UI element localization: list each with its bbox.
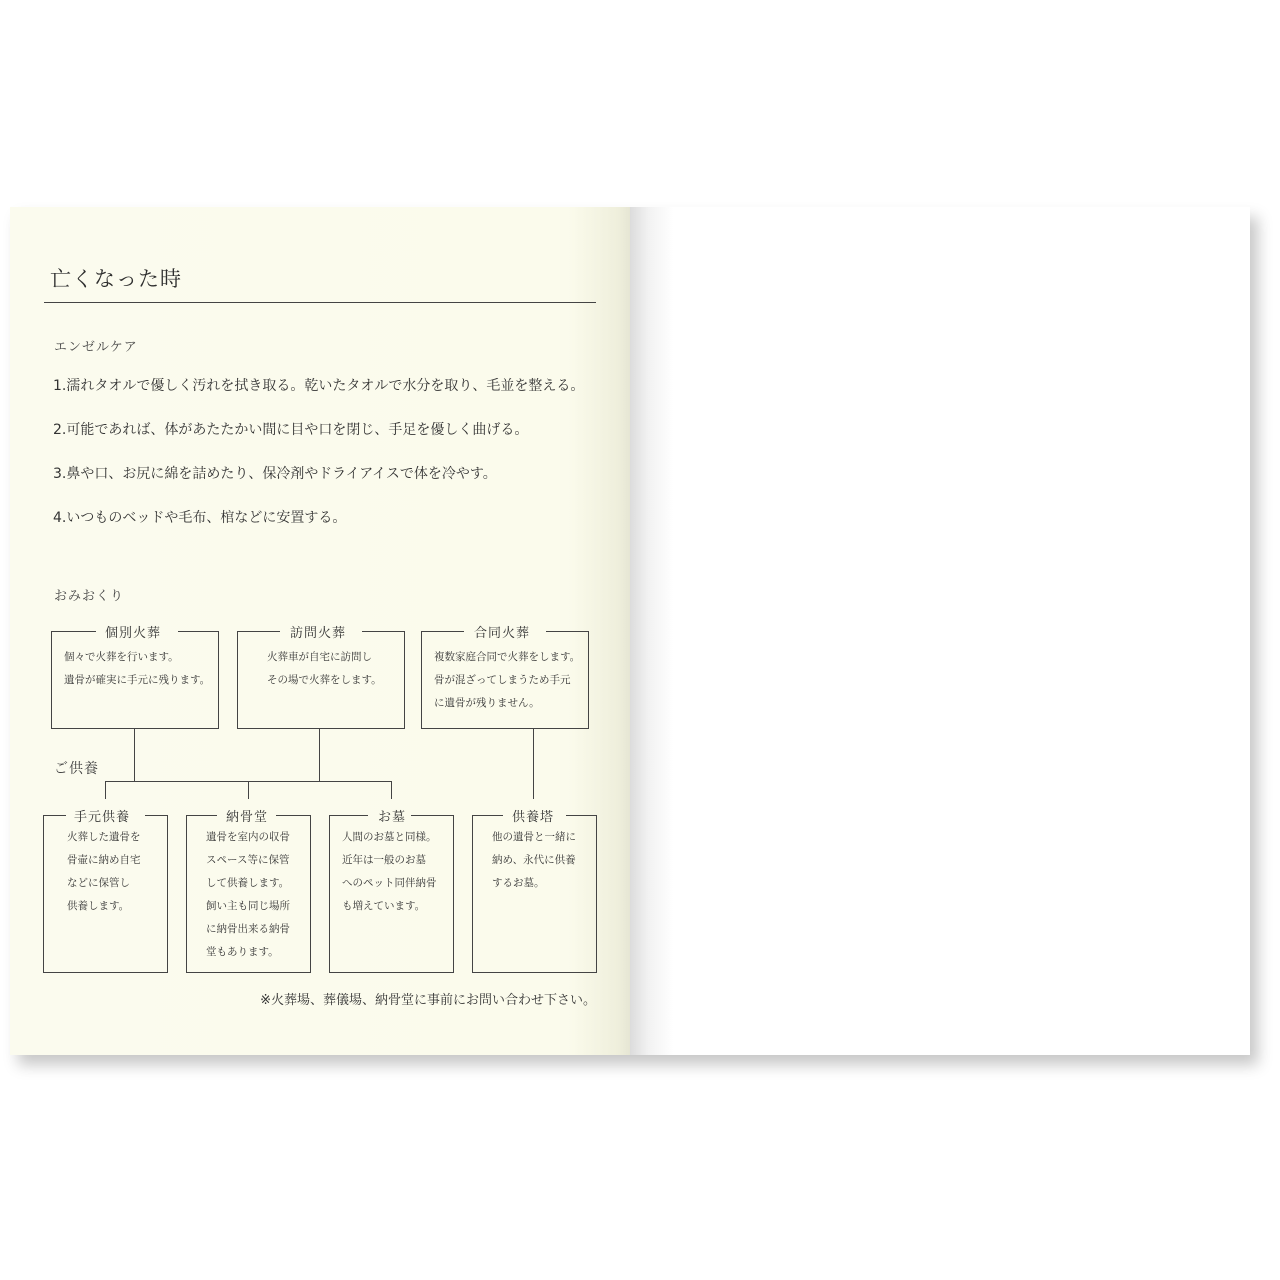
memorial-box-temoto bbox=[43, 810, 168, 973]
angel-care-step-3: 3.鼻や口、お尻に綿を詰めたり、保冷剤やドライアイスで体を冷やす。 bbox=[53, 466, 497, 482]
cremation-text-joint: 複数家庭合同で火葬をします。 骨が混ざってしまうため手元 に遺骨が残りません。 bbox=[434, 651, 581, 709]
connector-joint bbox=[533, 729, 534, 799]
cremation-box-joint bbox=[421, 626, 589, 729]
angel-care-heading: エンゼルケア bbox=[54, 340, 138, 355]
connector-drop-2 bbox=[248, 781, 249, 799]
memorial-box-kuyoto bbox=[472, 810, 597, 973]
footnote: ※火葬場、葬儀場、納骨堂に事前にお問い合わせ下さい。 bbox=[260, 993, 596, 1008]
memorial-box-nokotsudo bbox=[186, 810, 311, 973]
cremation-title-visiting: 訪問火葬 bbox=[290, 626, 347, 641]
kuyou-heading: ご供養 bbox=[54, 761, 99, 777]
title-underline bbox=[44, 302, 596, 303]
memorial-title-ohaka: お墓 bbox=[378, 810, 407, 825]
cremation-text-individual: 個々で火葬を行います。 遺骨が確実に手元に残ります。 bbox=[64, 651, 211, 686]
memorial-box-ohaka bbox=[329, 810, 454, 973]
angel-care-step-1: 1.濡れタオルで優しく汚れを拭き取る。乾いたタオルで水分を取り、毛並を整える。 bbox=[53, 378, 585, 394]
memorial-text-nokotsudo: 遺骨を室内の収骨 スペース等に保管 して供養します。 飼い主も同じ場所 に納骨出来る納骨 堂もあります。 bbox=[206, 831, 290, 958]
right-page-blank bbox=[630, 207, 1250, 1055]
notebook-spread bbox=[10, 207, 1250, 1055]
memorial-title-temoto: 手元供養 bbox=[74, 810, 131, 825]
angel-care-step-2: 2.可能であれば、体があたたかい間に目や口を閉じ、手足を優しく曲げる。 bbox=[53, 422, 529, 438]
cremation-box-individual bbox=[51, 626, 219, 729]
memorial-text-temoto: 火葬した遺骨を 骨壷に納め自宅 などに保管し 供養します。 bbox=[67, 831, 141, 912]
cremation-title-joint: 合同火葬 bbox=[474, 626, 531, 641]
connector-visiting bbox=[319, 729, 320, 781]
angel-care-step-4: 4.いつものベッドや毛布、棺などに安置する。 bbox=[53, 510, 347, 526]
cremation-box-visiting bbox=[237, 626, 405, 729]
memorial-title-nokotsudo: 納骨堂 bbox=[226, 810, 269, 825]
connector-drop-3 bbox=[391, 781, 392, 799]
page-title: 亡くなった時 bbox=[50, 267, 182, 291]
memorial-text-ohaka: 人間のお墓と同様。 近年は一般のお墓 へのペット同伴納骨 も増えています。 bbox=[342, 831, 437, 912]
left-page bbox=[10, 207, 630, 1055]
cremation-title-individual: 個別火葬 bbox=[105, 626, 162, 641]
connector-individual bbox=[134, 729, 135, 781]
memorial-title-kuyoto: 供養塔 bbox=[512, 810, 555, 825]
omiokuri-heading: おみおくり bbox=[54, 589, 125, 604]
memorial-text-kuyoto: 他の遺骨と一緒に 納め、永代に供養 するお墓。 bbox=[492, 831, 576, 889]
connector-drop-1 bbox=[105, 781, 106, 799]
cremation-text-visiting: 火葬車が自宅に訪問し その場で火葬をします。 bbox=[267, 651, 382, 686]
